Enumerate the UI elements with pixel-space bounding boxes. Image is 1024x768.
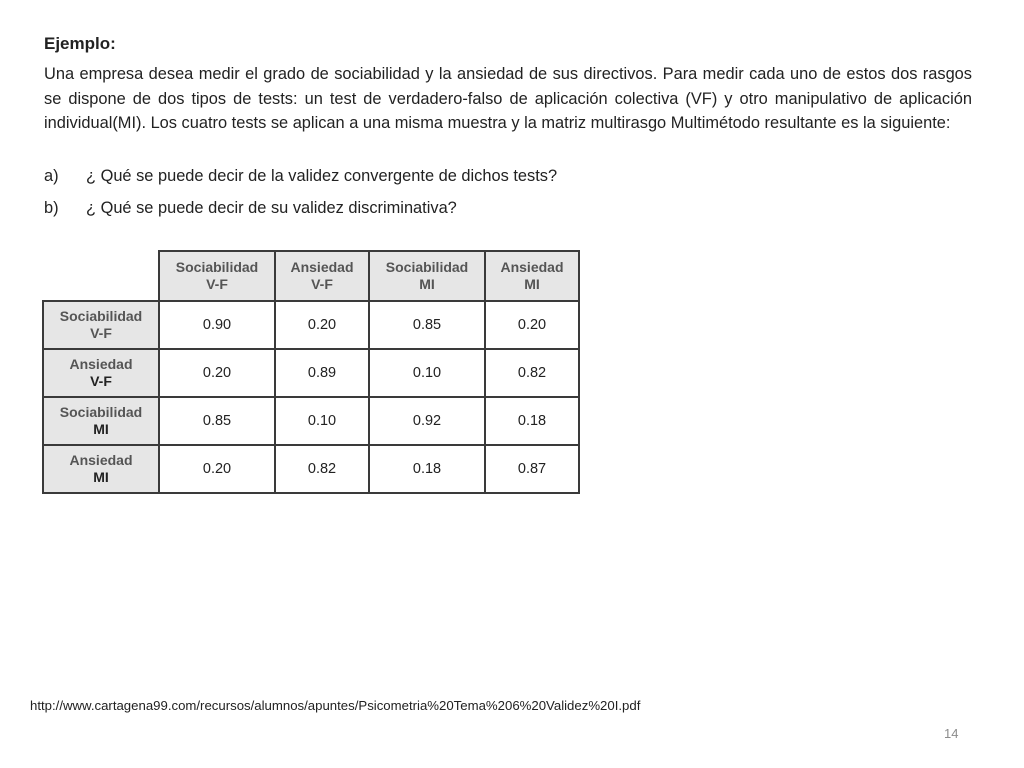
column-header xyxy=(275,251,369,301)
row-header-line2: MI xyxy=(93,421,109,437)
correlation-cell: 0.20 xyxy=(159,445,275,493)
correlation-cell: 0.89 xyxy=(275,349,369,397)
column-header-line2: V-F xyxy=(206,276,228,292)
empty-corner-cell xyxy=(43,251,159,301)
column-header-line1: Ansiedad xyxy=(500,259,564,275)
correlation-cell: 0.82 xyxy=(275,445,369,493)
column-header xyxy=(159,251,275,301)
question-text: ¿ Qué se puede decir de su validez discriminativa? xyxy=(86,199,457,217)
question-text: ¿ Qué se puede decir de la validez convergente de dichos tests? xyxy=(86,167,558,185)
row-header xyxy=(43,397,159,445)
column-header xyxy=(369,251,485,301)
correlation-cell: 0.18 xyxy=(369,445,485,493)
page-number: 14 xyxy=(944,726,959,741)
header-row xyxy=(43,251,579,301)
column-header-line2: MI xyxy=(524,276,540,292)
correlation-cell: 0.82 xyxy=(485,349,579,397)
correlation-cell: 0.10 xyxy=(369,349,485,397)
column-header-line2: MI xyxy=(419,276,435,292)
row-header-line1: Sociabilidad xyxy=(59,404,143,420)
correlation-cell: 0.20 xyxy=(275,301,369,349)
row-header-line2: V-F xyxy=(90,373,112,389)
table-row xyxy=(43,349,579,397)
correlation-cell: 0.92 xyxy=(369,397,485,445)
column-header-line1: Sociabilidad xyxy=(175,259,259,275)
row-header-line2: V-F xyxy=(90,325,112,341)
correlation-cell: 0.90 xyxy=(159,301,275,349)
example-heading: Ejemplo: xyxy=(44,34,116,53)
question-b xyxy=(44,196,972,228)
row-header xyxy=(43,349,159,397)
source-url: http://www.cartagena99.com/recursos/alumnos/apuntes/Psicometria%20Tema%206%20Validez%20I.pdf xyxy=(30,698,641,713)
row-header xyxy=(43,445,159,493)
correlation-cell: 0.87 xyxy=(485,445,579,493)
correlation-cell: 0.10 xyxy=(275,397,369,445)
question-letter: a) xyxy=(44,167,59,185)
row-header xyxy=(43,301,159,349)
table-row xyxy=(43,397,579,445)
correlation-cell: 0.18 xyxy=(485,397,579,445)
row-header-line1: Sociabilidad xyxy=(59,308,143,324)
table-row xyxy=(43,445,579,493)
multitrait-multimethod-matrix xyxy=(42,250,580,494)
table-row xyxy=(43,301,579,349)
column-header xyxy=(485,251,579,301)
column-header-line1: Sociabilidad xyxy=(385,259,469,275)
row-header-line1: Ansiedad xyxy=(69,452,133,468)
question-a xyxy=(44,164,972,196)
row-header-line1: Ansiedad xyxy=(69,356,133,372)
column-header-line1: Ansiedad xyxy=(290,259,354,275)
correlation-cell: 0.85 xyxy=(369,301,485,349)
row-header-line2: MI xyxy=(93,469,109,485)
correlation-cell: 0.85 xyxy=(159,397,275,445)
question-letter: b) xyxy=(44,199,59,217)
question-list xyxy=(44,164,972,228)
column-header-line2: V-F xyxy=(311,276,333,292)
correlation-cell: 0.20 xyxy=(159,349,275,397)
problem-statement: Una empresa desea medir el grado de sociabilidad y la ansiedad de sus directivos. Para medir cada uno de estos dos rasgos se dispone de dos tipos de tests: un test de verdadero-falso de aplicación colectiva (VF) y otro manipulativo de aplicación individual(MI). Los cuatro tests se aplican a una misma muestra y la matriz multirasgo Multimétodo resultante es la siguiente: xyxy=(44,65,972,132)
correlation-cell: 0.20 xyxy=(485,301,579,349)
